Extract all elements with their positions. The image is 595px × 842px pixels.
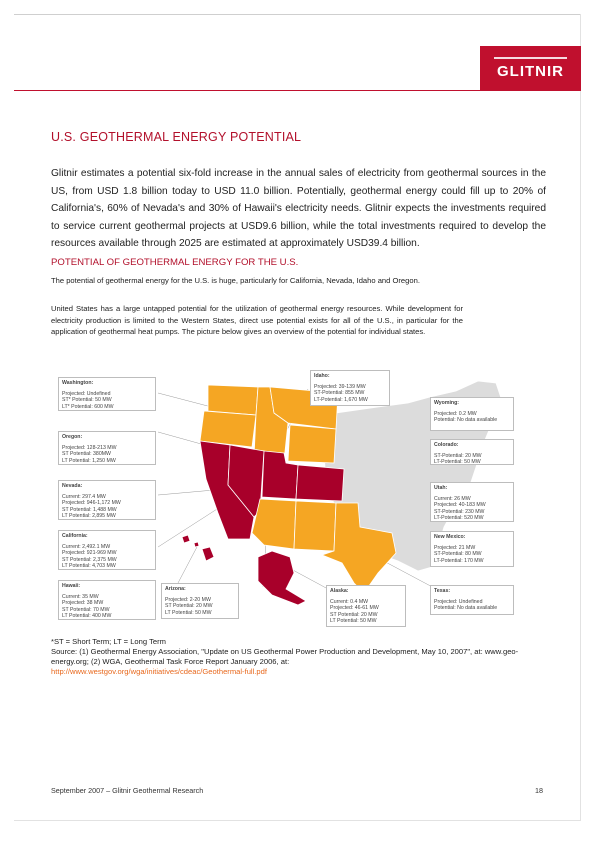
logo-arc xyxy=(494,57,567,59)
callout-texas: Texas: Projected: Undefined Potential: No data available xyxy=(430,585,514,615)
header-rule xyxy=(14,90,581,91)
section-heading: POTENTIAL OF GEOTHERMAL ENERGY FOR THE U.S. xyxy=(51,257,299,268)
page-frame-bottom xyxy=(14,820,581,821)
state-new-mexico xyxy=(294,501,336,551)
callout-washington: Washington: Projected: Undefined ST* Potential: 50 MW LT* Potential: 600 MW xyxy=(58,377,156,411)
state-alaska xyxy=(258,551,306,605)
callout-arizona: Arizona: Projected: 2-20 MW ST Potential: 20 MW LT Potential: 50 MW xyxy=(161,583,239,619)
callout-idaho: Idaho: Projected: 39-139 MW ST-Potential: 855 MW LT-Potential: 1,670 MW xyxy=(310,370,390,406)
source-link[interactable]: http://www.westgov.org/wga/initiatives/cdeac/Geothermal-full.pdf xyxy=(51,667,267,676)
state-colorado xyxy=(296,465,344,501)
state-wyoming xyxy=(288,425,336,463)
abbreviation-note: *ST = Short Term; LT = Long Term xyxy=(51,637,166,646)
page-title: U.S. GEOTHERMAL ENERGY POTENTIAL xyxy=(51,130,302,144)
callout-new-mexico: New Mexico: Projected: 21 MW ST-Potential: 80 MW LT-Potential: 170 MW xyxy=(430,531,514,567)
page-frame-right xyxy=(580,14,581,820)
geothermal-map-figure xyxy=(58,367,536,632)
body-paragraph-2: United States has a large untapped potential for the utilization of geothermal energy resources. While development for electricity production is limited to the Western States, direct use potential exists for all of the U.S., in particular for the application of geothermal heat pumps. The picture below gives an overview of the potential for individual states. xyxy=(51,304,463,336)
callout-oregon: Oregon: Projected: 128-213 MW ST Potential: 380MW LT Potential: 1,250 MW xyxy=(58,431,156,465)
state-hawaii xyxy=(182,535,214,561)
intro-paragraph: Glitnir estimates a potential six-fold increase in the annual sales of electricity from geothermal sources in the US, from USD 1.8 billion today to USD 11.0 billion. Potentially, geothermal energy could fill up to 20% of California's, 60% of Nevada's and 30% of Hawaii's electricity needs. Glitnir expects the investments required to service current geothermal projects at USD9.6 billion, while the total investments required to develop the resources available through 2025 are estimated at approximately USD39.4 billion. xyxy=(51,168,546,249)
logo-text: GLITNIR xyxy=(497,62,564,80)
glitnir-logo xyxy=(480,46,581,90)
callout-alaska: Alaska: Current: 0.4 MW Projected: 46-61 MW ST Potential: 20 MW LT Potential: 50 MW xyxy=(326,585,406,627)
callout-utah: Utah: Current: 26 MW Projected: 40-183 MW ST-Potential: 230 MW LT-Potential: 520 MW xyxy=(430,482,514,522)
state-washington xyxy=(208,385,258,415)
body-paragraph-1: The potential of geothermal energy for the U.S. is huge, particularly for California, Nevada, Idaho and Oregon. xyxy=(51,276,420,285)
state-arizona xyxy=(252,499,296,549)
callout-colorado: Colorado: ST-Potential: 20 MW LT-Potential: 50 MW xyxy=(430,439,514,465)
state-oregon xyxy=(200,411,256,447)
callout-california: California: Current: 2,492.1 MW Projected: 921-969 MW ST Potential: 2,375 MW LT Potential: 4,703 MW xyxy=(58,530,156,570)
callout-hawaii: Hawaii: Current: 35 MW Projected: 38 MW ST Potential: 70 MW LT Potential: 400 MW xyxy=(58,580,156,620)
footer-text: September 2007 – Glitnir Geothermal Research xyxy=(51,786,204,795)
callout-nevada: Nevada: Current: 297.4 MW Projected: 946-1,172 MW ST Potential: 1,488 MW LT Potential: 2,895 MW xyxy=(58,480,156,520)
page-frame-top xyxy=(14,14,581,15)
callout-wyoming: Wyoming: Projected: 0.2 MW Potential: No data available xyxy=(430,397,514,431)
source-note: Source: (1) Geothermal Energy Association, "Update on US Geothermal Power Production and Development, May 10, 2007", at: www.geo-energy.org; (2) WGA, Geothermal Task Force Report January 2006, at: xyxy=(51,647,519,666)
page-number: 18 xyxy=(535,786,543,795)
figure-notes xyxy=(51,637,551,677)
